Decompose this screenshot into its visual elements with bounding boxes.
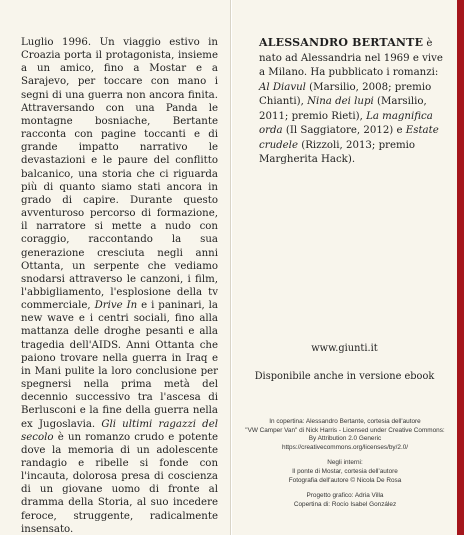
spine-accent-band <box>457 0 464 535</box>
publisher-website: www.giunti.it <box>311 343 378 354</box>
image-credits <box>240 418 450 516</box>
synopsis-text <box>21 36 218 536</box>
novel-title: La magnifica orda <box>259 110 433 136</box>
interior-credits: Negli interni: Il ponte di Mostar, cortesia dell'autore Fotografia dell'autore © Nicola De Rosa <box>288 459 402 484</box>
novel-title: Estate crudele <box>259 125 439 151</box>
cover-credits: In copertina: Alessandro Bertante, cortesia dell'autore "VW Camper Van" di Nick Harris - Licensed under Creative Commons: By Attribution 2.0 Generic https://creativecommons.org/licenses/by/2.0/ <box>245 418 445 451</box>
novel-title: Nina dei lupi <box>307 96 374 107</box>
synopsis-paragraph: Luglio 1996. Un viaggio estivo in Croazia porta il protagonista, insieme a un amico, fino a Mostar e a Sarajevo, per toccare con mano i segni di una guerra non ancora finita. Attraversando con una Panda le montagne bosniache, Bertante racconta con pagine toccanti e di grande impatto narrativo le devastazioni e le paure del conflitto balcanico, una storia che ci riguarda più di quanto siamo stati ancora in grado di capire. Durante questo avventuroso percorso di formazione, il narratore si mette a nudo con coraggio, raccontando la sua generazione cresciuta negli anni Ottanta, un serpente che vediamo snodarsi attraverso le canzoni, i film, l'abbigliamento, l'esplosione della tv commerciale, Drive In e i paninari, la new wave e i centri sociali, fino alla mattanza delle droghe pesanti e alla tragedia dell'AIDS. Anni Ottanta che paiono trovare nella guerra in Iraq e in Mani pulite la loro conclusione per spegnersi nella prima metà del decennio successivo tra l'ascesa di Berlusconi e la fine della guerra nella ex Jugoslavia. Gli ultimi ragazzi del secolo è un romanzo crudo e potente dove la memoria di un adolescente randagio e ribelle si fonde con l'incauta, dolorosa presa di coscienza di un giovane uomo di fronte al dramma della Storia, al suo incedere feroce, struggente, radicalmente insensato. <box>21 37 218 535</box>
author-name: ALESSANDRO BERTANTE <box>259 36 424 49</box>
title-drive-in: Drive In <box>94 300 138 312</box>
ebook-availability-note: Disponibile anche in versione ebook <box>254 371 435 382</box>
author-bio: ALESSANDRO BERTANTE è nato ad Alessandria nel 1969 e vive a Milano. Ha pubblicato i romanzi: Al Diavul (Marsilio, 2008; premio Chianti), Nina dei lupi (Marsilio, 2011; premio Rieti), La magnifica orda (Il Saggiatore, 2012) e Estate crudele (Rizzoli, 2013; premio Margherita Hack). <box>259 36 443 165</box>
book-title: Gli ultimi ragazzi del secolo <box>21 418 218 443</box>
novel-title: Al Diavul <box>259 81 306 93</box>
design-credits: Progetto grafico: Adria Villa Copertina di: Rocío Isabel González <box>293 492 397 508</box>
